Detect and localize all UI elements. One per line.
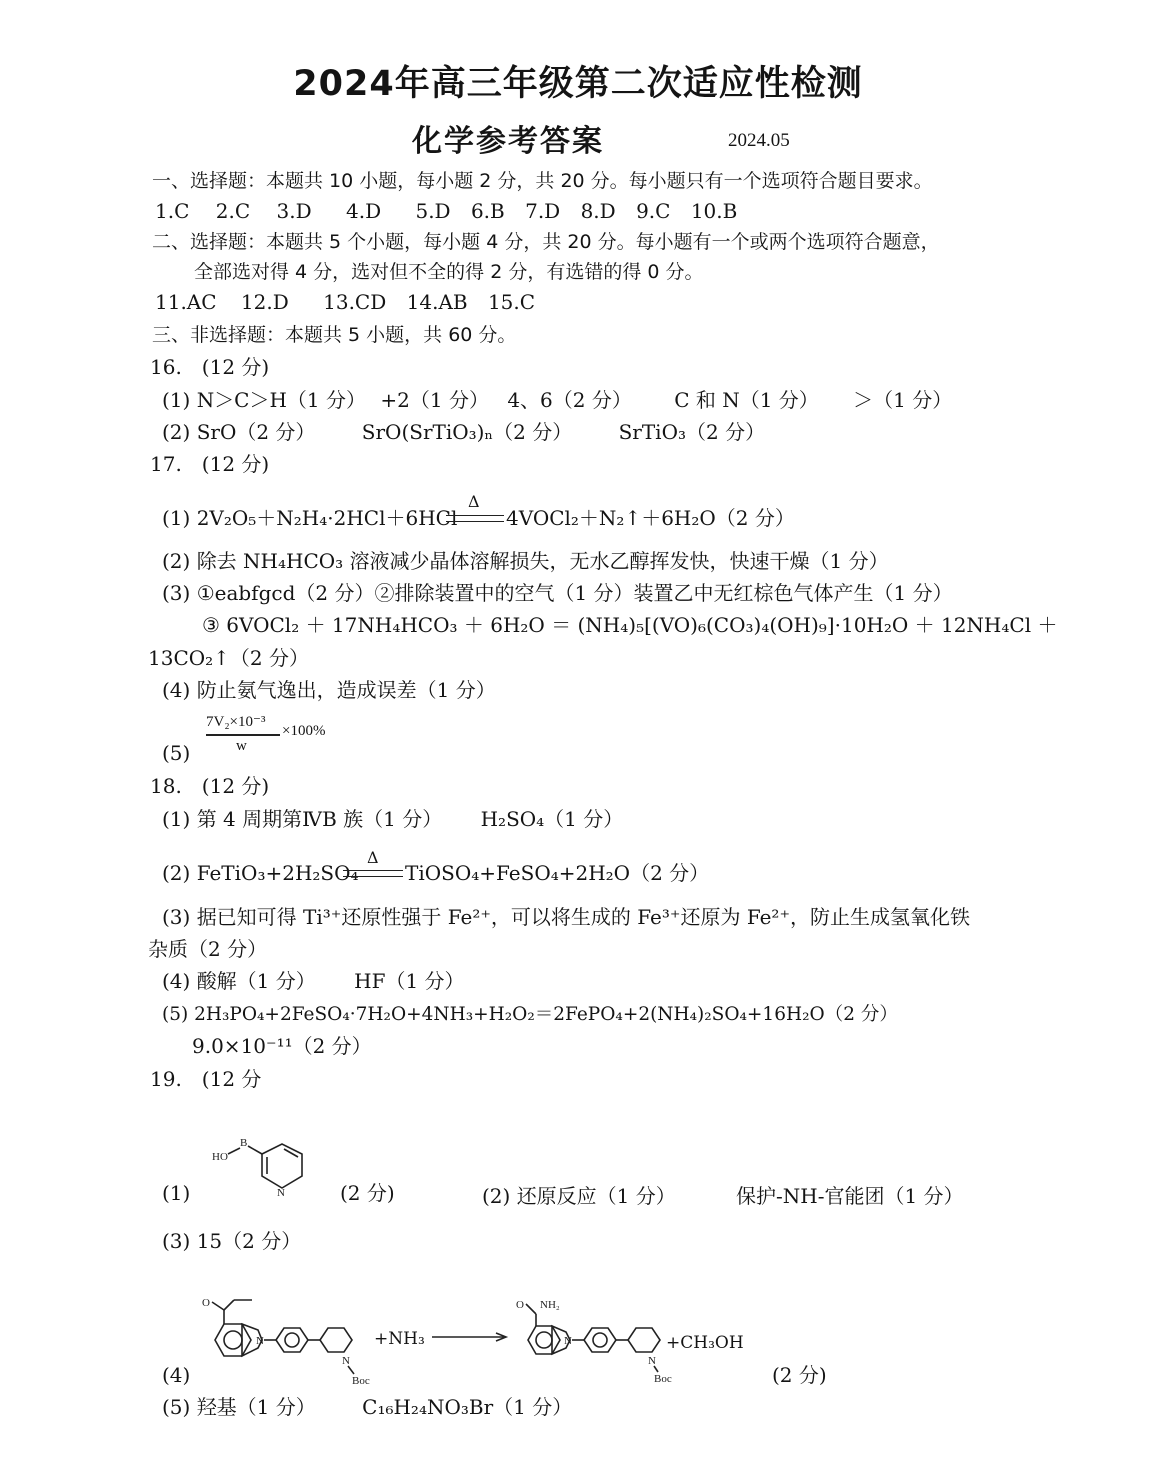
q16-p1-a: (1) N＞C＞H（1 分） [162, 388, 367, 412]
q17-part1-left: (1) 2V₂O₅＋N₂H₄·2HCl＋6HCl [162, 506, 458, 530]
bond [654, 1366, 658, 1372]
answer-9: 9.C [636, 199, 671, 223]
oxygen-label: O [202, 1297, 210, 1309]
bond [348, 1366, 354, 1374]
oxygen-label: O [516, 1299, 524, 1311]
bond [526, 1304, 536, 1314]
section2-answers [155, 289, 535, 315]
fraction-tail: ×100% [282, 723, 326, 739]
n-label: N [256, 1335, 264, 1347]
aromatic-circle [285, 1333, 299, 1347]
answer-15: 15.C [487, 290, 536, 314]
benzene-ring [528, 1326, 560, 1354]
fraction-denominator: w [236, 738, 247, 754]
fraction-bar [206, 734, 280, 736]
q19-part2: (2) 还原反应（1 分） [482, 1184, 676, 1208]
section2-heading-line2: 全部选对得 4 分，选对但不全的得 2 分，有选错的得 0 分。 [194, 261, 704, 283]
answer-7: 7.D [525, 199, 561, 223]
q17-part2: (2) 除去 NH₄HCO₃ 溶液减少晶体溶解损失，无水乙醇挥发快，快速干燥（1 分） [162, 549, 889, 573]
q19-part5 [162, 1394, 572, 1420]
q18-part4 [162, 968, 465, 994]
q17-part3c: 13CO₂↑（2 分） [148, 646, 310, 670]
q16-p1-c: 4、6（2 分） [507, 388, 632, 412]
q18-part5b: 9.0×10⁻¹¹（2 分） [192, 1034, 372, 1058]
answer-12: 12.D [240, 290, 289, 314]
q18-part3b: 杂质（2 分） [148, 937, 268, 961]
answer-5: 5.D [415, 199, 451, 223]
section1-heading: 一、选择题：本题共 10 小题，每小题 2 分，共 20 分。每小题只有一个选项符合题目要求。 [152, 170, 933, 192]
fraction-numerator: 7V₂×10⁻³ [206, 714, 266, 730]
heat-symbol: Δ [468, 492, 480, 511]
q16-label: 16. (12 分) [150, 355, 270, 379]
exam-date: 2024.05 [728, 130, 790, 151]
q17-part5-label: (5) [162, 741, 191, 765]
equilibrium-sign [343, 870, 403, 877]
section3-heading: 三、非选择题：本题共 5 小题，共 60 分。 [152, 324, 517, 346]
q17-part4: (4) 防止氨气逸出，造成误差（1 分） [162, 678, 496, 702]
benzene-ring [215, 1324, 251, 1356]
q18-part2-left: (2) FeTiO₃+2H₂SO₄ [162, 861, 359, 885]
pyridine-boronic-structure [210, 1132, 310, 1202]
q19-part3: (3) 15（2 分） [162, 1229, 302, 1253]
bond [212, 1302, 224, 1310]
q16-p1-b: +2（1 分） [380, 388, 489, 412]
q16-p2-c: SrTiO₃（2 分） [618, 420, 766, 444]
product-plus-ch3oh: +CH₃OH [666, 1333, 744, 1353]
answer-4: 4.D [345, 199, 382, 223]
q19-p5-b: C₁₆H₂₄NO₃Br（1 分） [362, 1395, 573, 1419]
piperidine-ring [628, 1328, 660, 1352]
q19-part4-label: (4) [162, 1363, 191, 1387]
q17-label: 17. (12 分) [150, 452, 270, 476]
q18-p4-b: HF（1 分） [354, 969, 465, 993]
q19-p5-a: (5) 羟基（1 分） [162, 1395, 316, 1419]
q16-p2-b: SrO(SrTiO₃)ₙ（2 分） [361, 420, 573, 444]
q19-part4-score: (2 分) [772, 1363, 827, 1387]
q18-part3a: (3) 据已知可得 Ti³⁺还原性强于 Fe²⁺，可以将生成的 Fe³⁺还原为 Fe²⁺，防止生成氢氧化铁 [162, 905, 971, 929]
q17-part3a: (3) ①eabfgcd（2 分）②排除装置中的空气（1 分）装置乙中无红棕色气体产生（1 分） [162, 581, 953, 605]
n-label: N [342, 1355, 350, 1367]
section2-heading-line1: 二、选择题：本题共 5 个小题，每小题 4 分，共 20 分。每小题有一个或两个选项符合题意， [152, 231, 940, 253]
ho-label: HO [212, 1151, 228, 1163]
answer-10: 10.B [690, 199, 738, 223]
answer-2: 2.C [215, 199, 251, 223]
n-label: N [564, 1335, 572, 1347]
q18-p1-a: (1) 第 4 周期第ⅣB 族（1 分） [162, 807, 443, 831]
q18-p4-a: (4) 酸解（1 分） [162, 969, 316, 993]
n-label: N [648, 1355, 656, 1367]
bond [224, 1300, 234, 1310]
answer-14: 14.AB [406, 290, 468, 314]
bond [248, 1146, 262, 1154]
answer-3: 3.D [276, 199, 312, 223]
q18-part1 [162, 806, 623, 832]
q18-part5a: (5) 2H₃PO₄+2FeSO₄·7H₂O+4NH₃+H₂O₂＝2FePO₄+2(NH₄)₂SO₄+16H₂O（2 分） [162, 1004, 898, 1025]
q16-part1 [162, 387, 952, 413]
q19-part1-score: (2 分) [340, 1181, 395, 1205]
q17-part1-right: 4VOCl₂＋N₂↑＋6H₂O（2 分） [506, 506, 795, 530]
phenyl-ring [584, 1328, 616, 1352]
q16-p2-a: (2) SrO（2 分） [162, 420, 316, 444]
page-subtitle: 化学参考答案 [412, 124, 604, 159]
reaction-arrow [430, 1330, 510, 1344]
section1-answers [155, 198, 737, 224]
boc-label: Boc [654, 1373, 672, 1385]
piperidine-ring [320, 1328, 352, 1352]
q18-part2-right: TiOSO₄+FeSO₄+2H₂O（2 分） [405, 861, 710, 885]
q17-part3b: ③ 6VOCl₂ ＋ 17NH₄HCO₃ ＋ 6H₂O ＝ (NH₄)₅[(VO)₆(CO₃)₄(OH)₉]·10H₂O ＋ 12NH₄Cl ＋ [202, 613, 1058, 637]
aromatic-circle [224, 1331, 242, 1349]
q16-p1-d: C 和 N（1 分） [674, 388, 819, 412]
answer-11: 11.AC [155, 290, 217, 314]
q16-p1-e: ＞（1 分） [853, 388, 953, 412]
reactant-plus-nh3: +NH₃ [374, 1329, 425, 1349]
nitrogen-label: N [277, 1187, 285, 1199]
page-title: 2024年高三年级第二次适应性检测 [293, 64, 863, 104]
q18-label: 18. (12 分) [150, 774, 270, 798]
q19-part2b: 保护-NH-官能团（1 分） [736, 1184, 964, 1208]
pyridine-ring [262, 1144, 302, 1188]
boc-label: Boc [352, 1375, 370, 1387]
answer-6: 6.B [470, 199, 505, 223]
answer-13: 13.CD [323, 290, 387, 314]
q18-p1-b: H₂SO₄（1 分） [480, 807, 624, 831]
phenyl-ring [276, 1328, 308, 1352]
q19-label: 19. (12 分 [150, 1067, 262, 1091]
equilibrium-sign [446, 515, 504, 522]
boron-label: B [240, 1137, 248, 1149]
bond [228, 1148, 240, 1154]
aromatic-circle [536, 1332, 552, 1348]
answer-1: 1.C [155, 199, 190, 223]
answer-8: 8.D [580, 199, 616, 223]
aromatic-circle [593, 1333, 607, 1347]
heat-symbol: Δ [367, 848, 379, 867]
q19-part1-label: (1) [162, 1181, 191, 1205]
q16-part2 [162, 419, 765, 445]
nh2-label: NH₂ [540, 1299, 560, 1311]
product-structure [512, 1292, 682, 1392]
